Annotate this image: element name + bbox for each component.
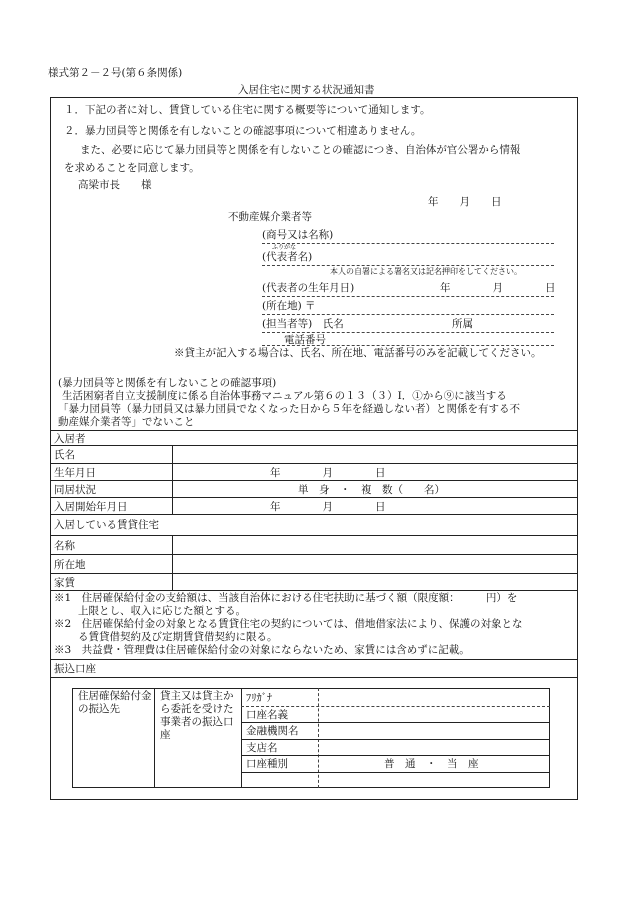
move-in-label: 入居開始年月日: [54, 501, 128, 513]
rep-birthdate-line: [262, 296, 554, 297]
tenant-column-divider: [172, 445, 173, 514]
rule: [50, 480, 578, 481]
bank-label-divider: [318, 688, 319, 788]
bank-institution-label[interactable]: 金融機関名: [246, 725, 299, 737]
rule: [50, 497, 578, 498]
rep-birthdate-label[interactable]: (代表者の生年月日): [262, 282, 355, 294]
confirmation-line2: 「暴力団員等（暴力団員又は暴力団員でなくなった日から５年を経過しない者）と関係を有する不: [58, 403, 520, 415]
rule: [241, 722, 550, 723]
housing-location-label: 所在地: [54, 559, 86, 571]
account-holder-label[interactable]: 口座名義: [246, 709, 288, 721]
trade-name-line: [262, 243, 554, 244]
address-label[interactable]: (所在地) 〒: [262, 300, 316, 312]
representative-label[interactable]: (代表者名): [262, 251, 313, 263]
account-type-label: 口座種別: [246, 758, 288, 770]
rule: [50, 445, 578, 446]
bank-section-label: 振込口座: [54, 663, 96, 675]
rule: [50, 554, 578, 555]
tenant-name-label: 氏名: [54, 449, 75, 461]
housing-column-divider: [172, 535, 173, 590]
housing-section-label: 入居している賃貸住宅: [54, 519, 159, 531]
rule: [50, 514, 578, 515]
rule: [50, 590, 578, 591]
note-2-line1: ※2 住居確保給付金の対象となる賃貸住宅の契約については、借地借家法により、保護の対象とな: [54, 618, 523, 630]
phone-label[interactable]: 電話番号: [284, 334, 326, 346]
rule: [241, 739, 550, 740]
trade-name-label[interactable]: (商号又は名称): [262, 229, 334, 241]
branch-label[interactable]: 支店名: [246, 742, 278, 754]
household-label: 同居状況: [54, 484, 96, 496]
landlord-note: ※貸主が記入する場合は、氏名、所在地、電話番号のみを記載してください。: [174, 347, 542, 359]
note-3: ※3 共益費・管理費は住居確保給付金の対象にならないため、家賃には含めずに記載。: [54, 644, 470, 656]
rep-birthdate-ymd: 年 月 日: [440, 282, 556, 294]
confirmation-line1: 生活困窮者自立支援制度に係る自治体事務マニュアル第６の１３（３）Ⅰ．①から⑨に該当する: [62, 390, 507, 402]
agent-heading: 不動産媒介業者等: [228, 211, 312, 223]
tenant-birth-label: 生年月日: [54, 467, 96, 479]
address-line: [262, 314, 554, 315]
furigana-label: ふりがな: [272, 244, 297, 251]
rule: [50, 463, 578, 464]
note-1-line2: 上限とし、収入に応じた額とする。: [78, 605, 246, 617]
signature-note: 本人の自署による署名又は記名押印をしてください。: [330, 267, 522, 276]
confirmation-line3: 動産媒介業者等」でないこと: [58, 416, 195, 428]
move-in-value[interactable]: 年 月 日: [270, 501, 386, 513]
intro-item-2: ２．暴力団員等と関係を有しないことの確認事項について相違ありません。: [64, 125, 422, 137]
addressee: 高梁市長 様: [78, 179, 152, 191]
form-number: 様式第２－２号(第６条関係): [48, 67, 183, 79]
note-1-line1: ※1 住居確保給付金の支給額は、当該自治体における住宅扶助に基づく額（限度額： 円）を: [54, 592, 518, 604]
bank-furigana-label: ﾌﾘｶﾞﾅ: [246, 692, 273, 704]
household-value[interactable]: 単 身 ・ 複 数（ 名）: [298, 484, 445, 496]
contact-person-label[interactable]: (担当者等) 氏名: [262, 318, 344, 330]
rule: [241, 706, 550, 707]
intro-paragraph-line2: を求めることを同意します。: [64, 162, 200, 174]
rule: [241, 755, 550, 756]
bank-account-owner-heading: 貸主又は貸主から委託を受けた事業者の振込口座: [160, 690, 234, 741]
confirmation-heading: (暴力団員等と関係を有しないことの確認事項): [58, 377, 277, 389]
tenant-section-label: 入居者: [54, 433, 86, 445]
tenant-birth-value[interactable]: 年 月 日: [270, 467, 386, 479]
intro-paragraph-line1: また、必要に応じて暴力団員等と関係を有しないことの確認につき、自治体が官公署から情報: [80, 144, 521, 156]
bank-payee-heading: 住居確保給付金の振込先: [78, 690, 152, 715]
rule: [50, 659, 578, 660]
rent-label: 家賃: [54, 577, 75, 589]
rule: [50, 677, 578, 678]
representative-line: [262, 265, 554, 266]
housing-name-label: 名称: [54, 540, 75, 552]
tenant-top-border: [50, 430, 578, 431]
notice-date: 年 月 日: [428, 196, 502, 208]
rule: [154, 688, 155, 788]
rule: [241, 688, 242, 788]
intro-item-1: １．下記の者に対し、賃貸している住宅に関する概要等について通知します。: [64, 104, 431, 116]
note-2-line2: る賃貸借契約及び定期賃貸借契約に限る。: [78, 631, 278, 643]
affiliation-label[interactable]: 所属: [452, 318, 473, 330]
contact-line: [262, 332, 554, 333]
rule: [50, 535, 578, 536]
document-title: 入居住宅に関する状況通知書: [238, 84, 375, 96]
phone-line: [262, 345, 554, 346]
rule: [50, 573, 578, 574]
rule: [241, 772, 550, 773]
account-type-value[interactable]: 普 通 ・ 当 座: [384, 758, 479, 770]
